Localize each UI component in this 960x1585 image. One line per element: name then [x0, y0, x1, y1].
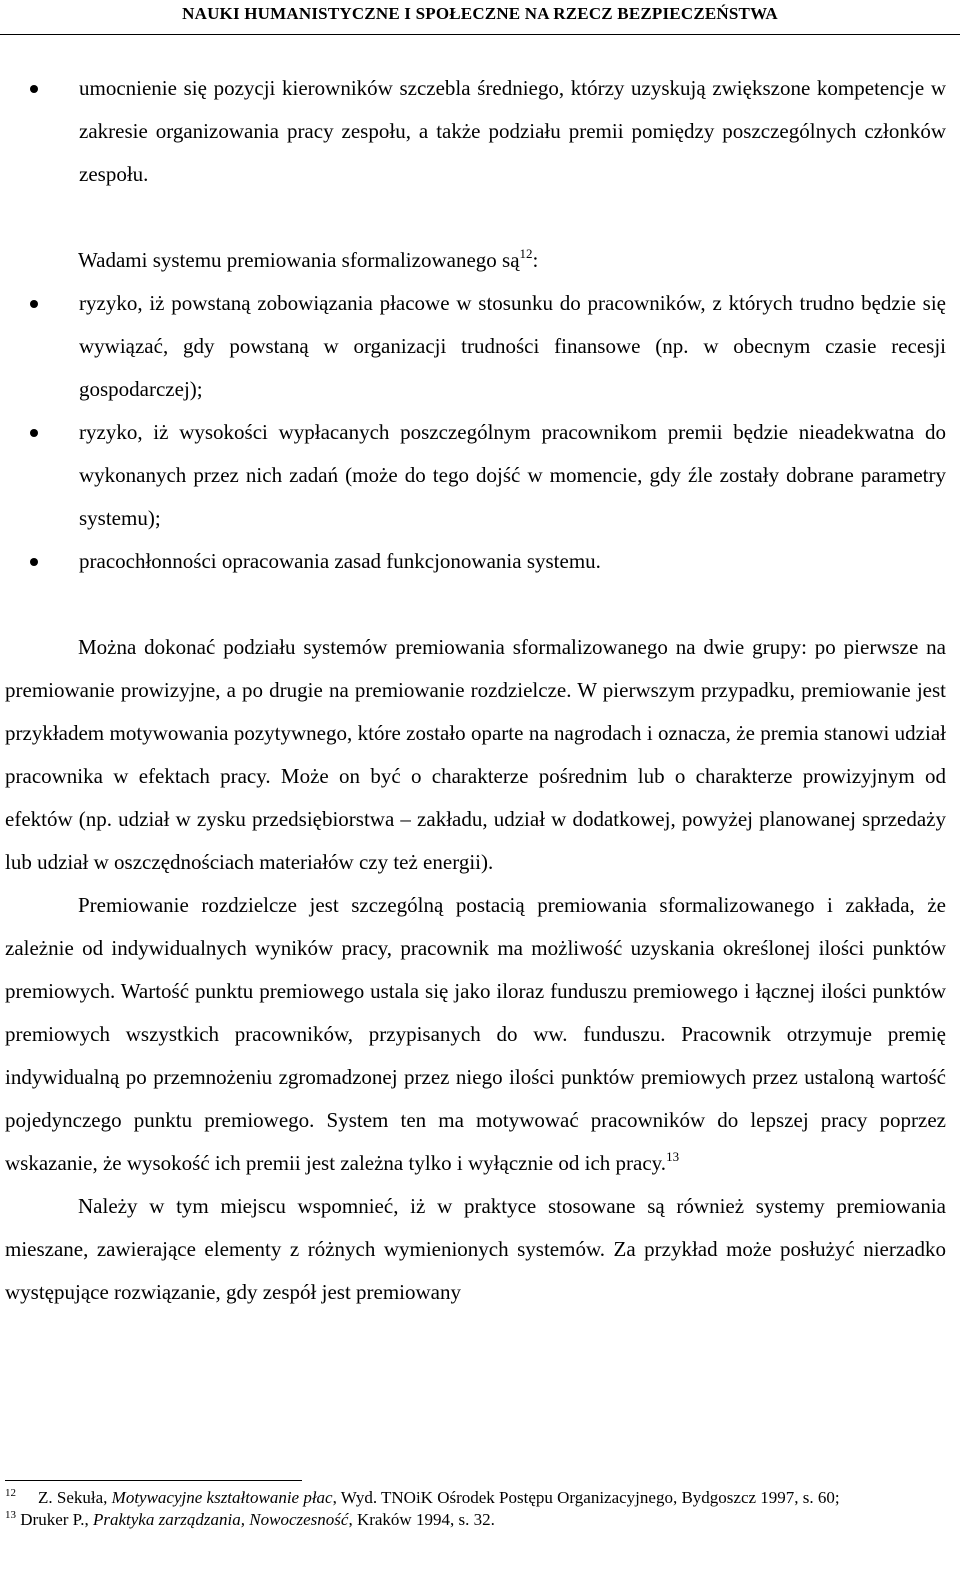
list-item — [5, 540, 946, 583]
bullet-icon — [30, 429, 38, 437]
footnote-author: Z. Sekuła, — [38, 1488, 108, 1507]
footnote-12 — [5, 1487, 946, 1509]
bullet-icon — [30, 85, 38, 93]
list-item — [5, 411, 946, 540]
list-item-text: ryzyko, iż powstaną zobowiązania płacowe w stosunku do pracowników, z których trudno będzie się wywiązać, gdy powstaną w organizacji trudności finansowe (np. w obecnym czasie recesji gospodarczej); — [79, 291, 946, 401]
body-text — [5, 67, 946, 1314]
list-item — [5, 67, 946, 196]
footnote-rule — [5, 1480, 302, 1481]
footnote-ref-12[interactable]: 12 — [519, 246, 533, 261]
list-item — [5, 282, 946, 411]
paragraph-2-text: Premiowanie rozdzielcze jest szczególną postacią premiowania sformalizowanego i zakłada, że zależnie od indywidualnych wyników pracy, pracownik ma możliwość uzyskania określonej ilości punktów premiowych. Wartość punktu premiowego ustala się jako iloraz funduszu premiowego i łącznej ilości punktów premiowych wszystkich pracowników, przypisanych do ww. funduszu. Pracownik otrzymuje premię indywidualną po przemnożeniu zgromadzonej przez niego ilości punktów premiowych przez ustaloną wartość pojedynczego punktu premiowego. System ten ma motywować pracowników do lepszej pracy poprzez wskazanie, że wysokość ich premii jest zależna tylko i wyłącznie od ich pracy. — [5, 893, 946, 1175]
intro-colon: : — [532, 248, 539, 272]
footnote-number: 13 — [5, 1509, 16, 1521]
paragraph-3: Należy w tym miejscu wspomnieć, iż w praktyce stosowane są również systemy premiowania mieszane, zawierające elementy z różnych wymienionych systemów. Za przykład może posłużyć nierzadko występujące rozwiązanie, gdy zespół jest premiowany — [5, 1194, 946, 1304]
bullet-icon — [30, 300, 38, 308]
footnotes — [5, 1487, 946, 1531]
list-item-text: pracochłonności opracowania zasad funkcjonowania systemu. — [79, 549, 601, 573]
intro-line — [5, 239, 946, 282]
list-item-text: umocnienie się pozycji kierowników szczebla średniego, którzy uzyskują zwiększone kompetencje w zakresie organizowania pracy zespołu, a także podziału premii pomiędzy poszczególnych członków zespołu. — [79, 76, 946, 186]
bullet-list-advantages — [5, 67, 946, 196]
footnote-title: Praktyka zarządzania, Nowoczesność — [92, 1510, 349, 1529]
paragraph-1: Można dokonać podziału systemów premiowania sformalizowanego na dwie grupy: po pierwsze na premiowanie prowizyjne, a po drugie na premiowanie rozdzielcze. W pierwszym przypadku, premiowanie jest przykładem motywowania pozytywnego, które zostało oparte na nagrodach i oznacza, że premia stanowi udział pracownika w efektach pracy. Może on być o charakterze pośrednim lub o charakterze prowizyjnym od efektów (np. udział w zysku przedsiębiorstwa – zakładu, udział w dodatkowej, powyżej planowanej sprzedaży lub udział w oszczędnościach materiałów czy też energii). — [5, 635, 946, 874]
header-rule — [0, 34, 960, 35]
running-header: NAUKI HUMANISTYCZNE I SPOŁECZNE NA RZECZ BEZPIECZEŃSTWA — [182, 4, 778, 23]
bullet-icon — [30, 558, 38, 566]
footnote-author: Druker P., — [20, 1510, 89, 1529]
paragraph-2 — [5, 884, 946, 1185]
bullet-list-disadvantages — [5, 282, 946, 583]
footnote-rest: , Kraków 1994, s. 32. — [348, 1510, 495, 1529]
intro-text: Wadami systemu premiowania sformalizowanego są — [78, 248, 520, 272]
list-item-text: ryzyko, iż wysokości wypłacanych poszczególnym pracownikom premii będzie nieadekwatna do wykonanych przez nich zadań (może do tego dojść w momencie, gdy źle zostały dobrane parametry systemu); — [79, 420, 946, 530]
footnote-rest: , Wyd. TNOiK Ośrodek Postępu Organizacyjnego, Bydgoszcz 1997, s. 60; — [332, 1488, 840, 1507]
footnote-title: Motywacyjne kształtowanie płac — [111, 1488, 333, 1507]
footnote-ref-13[interactable]: 13 — [666, 1149, 680, 1164]
footnote-13 — [5, 1509, 946, 1531]
footnote-number: 12 — [5, 1487, 16, 1499]
